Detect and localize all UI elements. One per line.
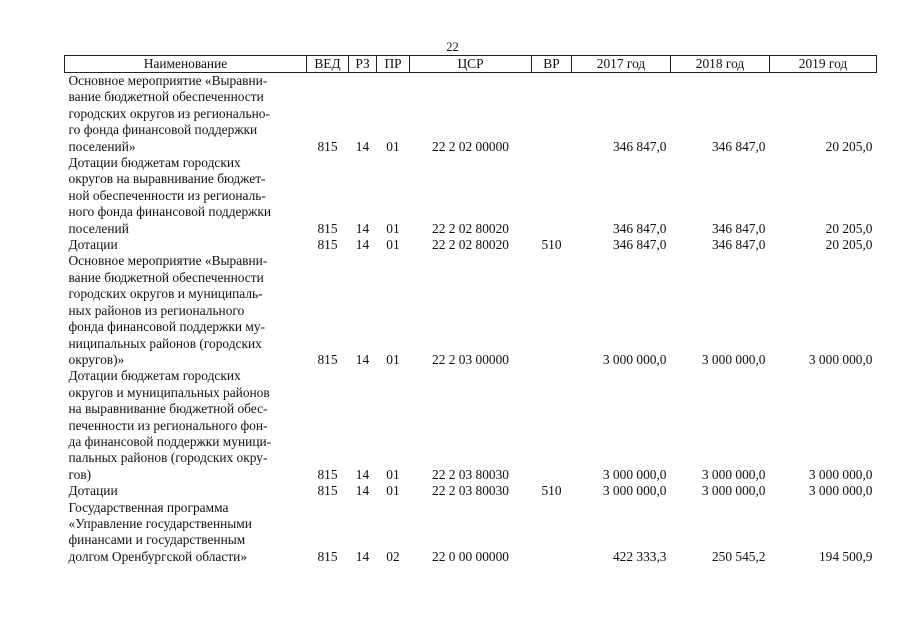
table-row (65, 237, 877, 253)
cell-pr: 01 (386, 466, 400, 482)
name-line: ных районов из регионального (68, 302, 245, 318)
cell-pr: 01 (386, 138, 400, 154)
header-row (65, 56, 877, 73)
cell-csr: 22 0 00 00000 (432, 548, 509, 564)
name-line: Дотации бюджетам городских (68, 155, 241, 171)
cell-pr: 01 (386, 483, 400, 499)
cell-ved: 815 (317, 220, 338, 236)
cell-csr: 22 2 03 80030 (432, 466, 509, 482)
cell-vr (532, 500, 572, 566)
cell-2017: 3 000 000,0 (602, 466, 667, 482)
cell-ved: 815 (317, 483, 338, 499)
cell-name (65, 155, 307, 237)
cell-2018: 346 847,0 (711, 237, 766, 253)
page-number: 22 (446, 40, 459, 54)
name-line: Дотации бюджетам городских (68, 368, 241, 384)
cell-rz: 14 (355, 466, 370, 482)
cell-csr: 22 2 03 80030 (432, 483, 509, 499)
name-line: Дотации (68, 237, 118, 253)
cell-rz: 14 (355, 220, 370, 236)
cell-vr: 510 (541, 237, 562, 253)
table-row (65, 368, 877, 483)
cell-name (65, 483, 307, 499)
cell-2018: 346 847,0 (711, 220, 766, 236)
name-line: вание бюджетной обеспеченности (68, 269, 264, 285)
name-line: го фонда финансовой поддержки (68, 122, 258, 138)
header-ved: ВЕД (307, 56, 349, 73)
cell-2019: 194 500,9 (818, 548, 873, 564)
name-line: Государственная программа (68, 499, 229, 515)
name-line: ной обеспеченности из региональ- (68, 187, 266, 203)
name-line: фонда финансовой поддержки му- (68, 319, 265, 335)
cell-2019: 20 205,0 (825, 220, 873, 236)
name-line: долгом Оренбургской области» (68, 548, 248, 564)
name-line: округов и муниципальных районов (68, 384, 270, 400)
name-line: на выравнивание бюджетной обес- (68, 401, 268, 417)
name-line: округов)» (68, 351, 125, 367)
name-line: ного фонда финансовой поддержки (68, 204, 272, 220)
name-line: Дотации (68, 483, 118, 499)
cell-name (65, 368, 307, 483)
table-row (65, 483, 877, 499)
table-row (65, 155, 877, 237)
cell-ved: 815 (317, 237, 338, 253)
cell-2019: 3 000 000,0 (808, 483, 873, 499)
cell-name (65, 237, 307, 253)
name-line: Основное мероприятие «Выравни- (68, 253, 268, 269)
cell-csr: 22 2 02 80020 (432, 237, 509, 253)
table-row (65, 500, 877, 566)
cell-2018: 250 545,2 (711, 548, 766, 564)
name-line: городских округов из регионально- (68, 105, 270, 121)
header-rz: РЗ (349, 56, 377, 73)
cell-2019: 3 000 000,0 (808, 351, 873, 367)
cell-ved: 815 (317, 466, 338, 482)
cell-vr (532, 155, 572, 237)
cell-2019: 20 205,0 (825, 237, 873, 253)
cell-2017: 346 847,0 (612, 237, 667, 253)
name-line: городских округов и муниципаль- (68, 286, 263, 302)
name-line: «Управление государственными (68, 515, 252, 531)
name-line: поселений (68, 220, 129, 236)
table-row (65, 73, 877, 156)
cell-rz: 14 (355, 237, 370, 253)
name-line: финансами и государственным (68, 532, 246, 548)
cell-csr: 22 2 02 00000 (432, 138, 509, 154)
cell-pr: 01 (386, 237, 400, 253)
cell-pr: 01 (386, 220, 400, 236)
name-line: поселений» (68, 138, 136, 154)
cell-name (65, 500, 307, 566)
table-body (65, 73, 877, 566)
header-2017: 2017 год (572, 56, 671, 73)
cell-vr (532, 73, 572, 156)
cell-vr: 510 (541, 483, 562, 499)
header-2018: 2018 год (671, 56, 770, 73)
cell-ved: 815 (317, 548, 338, 564)
name-line: ниципальных районов (городских (68, 335, 262, 351)
cell-name (65, 73, 307, 156)
cell-vr (532, 253, 572, 368)
cell-pr: 02 (386, 548, 400, 564)
name-line: вание бюджетной обеспеченности (68, 89, 264, 105)
name-line: гов) (68, 466, 92, 482)
cell-rz: 14 (355, 548, 370, 564)
budget-table (64, 55, 877, 565)
cell-2017: 3 000 000,0 (602, 351, 667, 367)
cell-2017: 346 847,0 (612, 220, 667, 236)
cell-2019: 20 205,0 (825, 138, 873, 154)
name-line: печенности из регионального фон- (68, 417, 268, 433)
header-csr: ЦСР (410, 56, 532, 73)
cell-csr: 22 2 02 80020 (432, 220, 509, 236)
cell-ved: 815 (317, 351, 338, 367)
header-pr: ПР (377, 56, 410, 73)
cell-2017: 422 333,3 (612, 548, 667, 564)
header-vr: ВР (532, 56, 572, 73)
cell-csr: 22 2 03 00000 (432, 351, 509, 367)
table-row (65, 253, 877, 368)
cell-rz: 14 (355, 483, 370, 499)
cell-2019: 3 000 000,0 (808, 466, 873, 482)
cell-rz: 14 (355, 138, 370, 154)
name-line: округов на выравнивание бюджет- (68, 171, 266, 187)
cell-name (65, 253, 307, 368)
header-2019: 2019 год (770, 56, 877, 73)
cell-pr: 01 (386, 351, 400, 367)
cell-vr (532, 368, 572, 483)
cell-2017: 346 847,0 (612, 138, 667, 154)
cell-2018: 3 000 000,0 (701, 466, 766, 482)
cell-2018: 3 000 000,0 (701, 351, 766, 367)
cell-ved: 815 (317, 138, 338, 154)
cell-rz: 14 (355, 351, 370, 367)
cell-2017: 3 000 000,0 (602, 483, 667, 499)
header-name: Наименование (65, 56, 307, 73)
name-line: Основное мероприятие «Выравни- (68, 73, 268, 88)
name-line: пальных районов (городских окру- (68, 450, 268, 466)
name-line: да финансовой поддержки муници- (68, 433, 272, 449)
cell-2018: 3 000 000,0 (701, 483, 766, 499)
cell-2018: 346 847,0 (711, 138, 766, 154)
